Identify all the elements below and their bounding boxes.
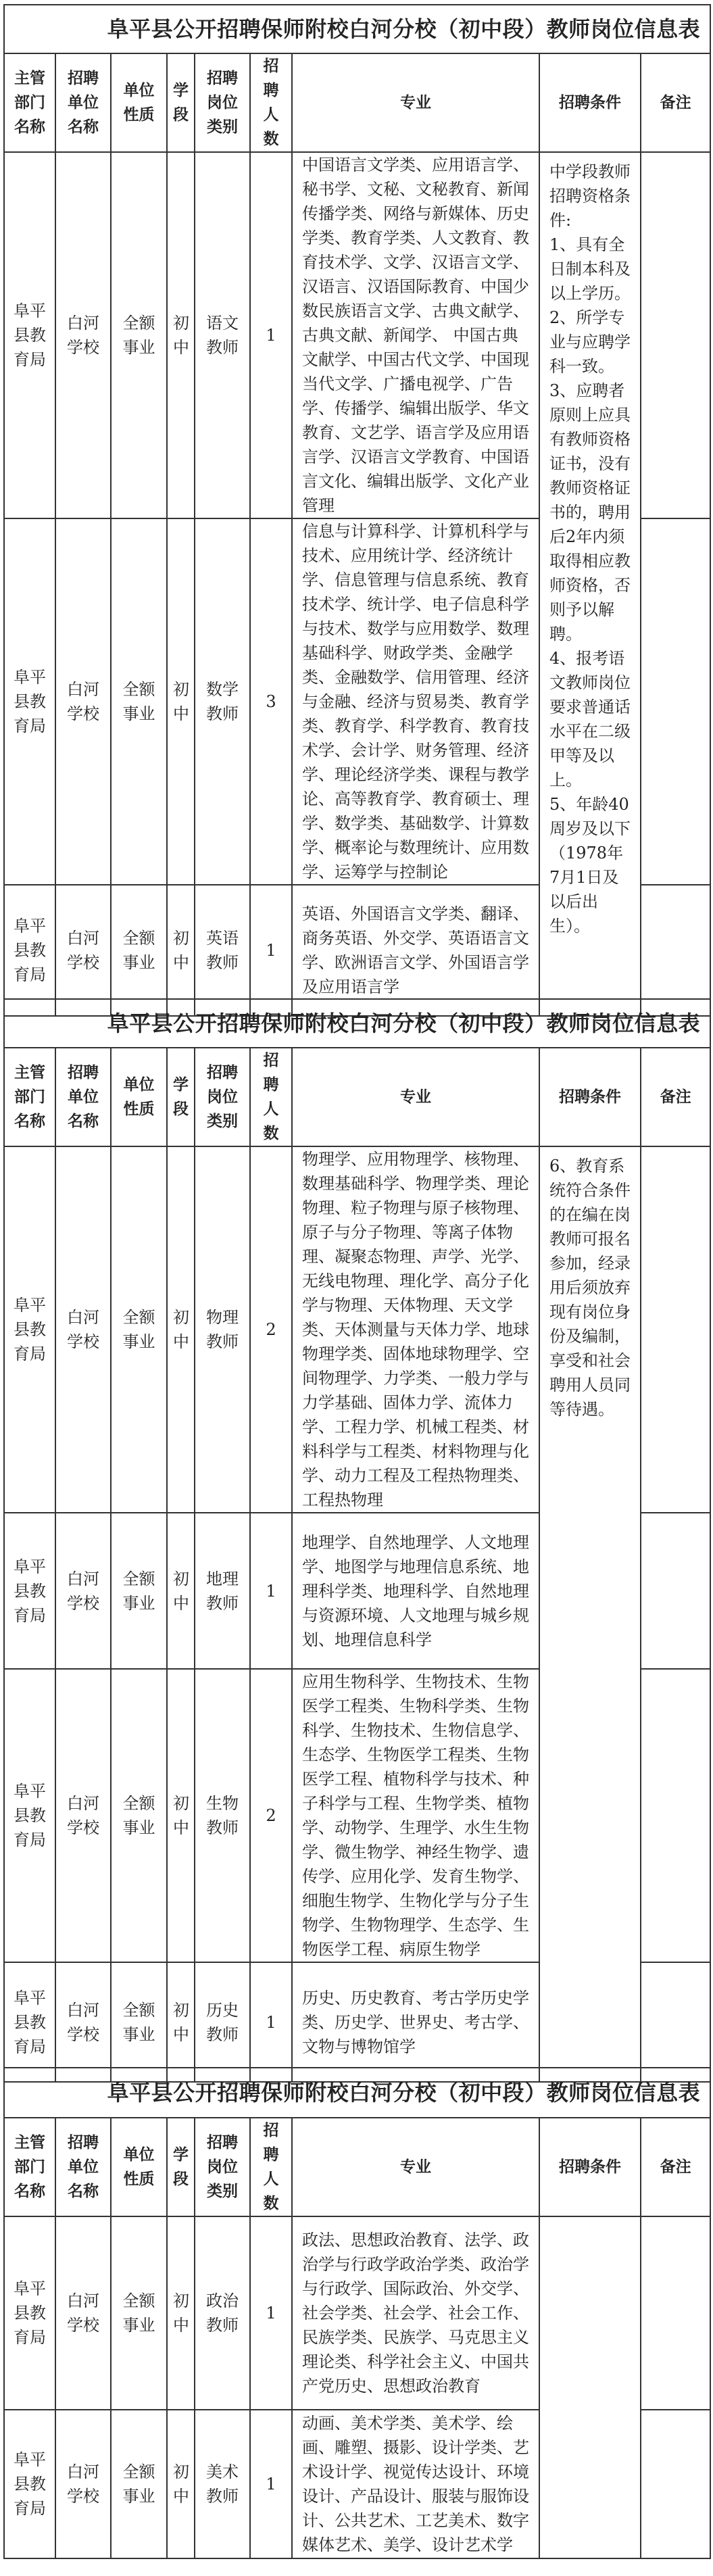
cell-dept: 阜平县教育局 bbox=[4, 1513, 55, 1669]
cell-conditions bbox=[539, 152, 641, 1016]
cell-post: 历史教师 bbox=[195, 1962, 250, 2082]
cell-unit: 白河学校 bbox=[55, 1962, 111, 2082]
cell-nature: 全额事业 bbox=[111, 518, 167, 885]
cell-stage: 初中 bbox=[167, 2216, 195, 2410]
cell-count: 2 bbox=[250, 1146, 292, 1513]
cell-major: 地理学、自然地理学、人文地理学、地图学与地理信息系统、地理科学类、地理科学、自然地理与资源环境、人文地理与城乡规划、地理信息科学 bbox=[292, 1513, 539, 1669]
cell-post: 数学教师 bbox=[195, 518, 250, 885]
header-row bbox=[4, 1048, 710, 1146]
cell-post: 生物教师 bbox=[195, 1669, 250, 1962]
cell-unit: 白河学校 bbox=[55, 1513, 111, 1669]
column-header: 招聘单位名称 bbox=[55, 53, 111, 152]
cell-conditions bbox=[539, 1146, 641, 2082]
column-header: 备注 bbox=[641, 1048, 710, 1146]
cell-stage: 初中 bbox=[167, 1513, 195, 1669]
cell-major: 物理学、应用物理学、核物理、数理基础科学、物理学类、理论物理、粒子物理与原子核物理、原子与分子物理、等离子体物理、凝聚态物理、声学、光学、无线电物理、理化学、高分子化学与物理、天体物理、天文学类、天体测量与天体力学、地球物理学类、固体地球物理学、空间物理学、力学类、一般力学与力学基础、固体力学、流体力学、工程力学、机械工程类、材料科学与工程类、材料物理与化学、动力工程及工程热物理类、工程热物理 bbox=[292, 1146, 539, 1513]
cell-stage: 初中 bbox=[167, 1962, 195, 2082]
column-header: 备注 bbox=[641, 53, 710, 152]
cell-nature: 全额事业 bbox=[111, 152, 167, 518]
table-title: 阜平县公开招聘保师附校白河分校（初中段）教师岗位信息表 bbox=[4, 999, 710, 1048]
cell-count: 1 bbox=[250, 1962, 292, 2082]
condition-item: 5、年龄40周岁及以下（1978年7月1日及以后出生）。 bbox=[549, 795, 631, 935]
cell-stage: 初中 bbox=[167, 1146, 195, 1513]
column-header: 招聘条件 bbox=[539, 53, 641, 152]
position-table bbox=[3, 998, 711, 2083]
cell-dept: 阜平县教育局 bbox=[4, 885, 55, 1016]
cell-count: 2 bbox=[250, 1669, 292, 1962]
position-table bbox=[3, 2067, 711, 2559]
cell-nature: 全额事业 bbox=[111, 2410, 167, 2558]
cell-major: 信息与计算科学、计算机科学与技术、应用统计学、经济统计学、信息管理与信息系统、教育技术学、统计学、电子信息科学与技术、数学与应用数学、数理基础科学、财政学类、金融学类、金融数学、信用管理、经济与金融、经济与贸易类、教育学类、教育学、科学教育、教育技术学、会计学、财务管理、经济学、理论经济学类、课程与教学论、高等教育学、教育硕士、理学、数学类、基础数学、计算数学、概率论与数理统计、应用数学、运筹学与控制论 bbox=[292, 518, 539, 885]
column-header: 招聘人数 bbox=[250, 1048, 292, 1146]
cell-stage: 初中 bbox=[167, 2410, 195, 2558]
cell-count: 3 bbox=[250, 518, 292, 885]
column-header: 学段 bbox=[167, 2118, 195, 2216]
column-header: 招聘岗位类别 bbox=[195, 1048, 250, 1146]
cell-count: 1 bbox=[250, 885, 292, 1016]
condition-item: 2、所学专业与应聘学科一致。 bbox=[549, 308, 631, 376]
cell-nature: 全额事业 bbox=[111, 885, 167, 1016]
cell-notes bbox=[641, 885, 710, 1016]
condition-item: 3、应聘者原则上应具有教师资格证书，没有教师资格证书的，聘用后2年内须取得相应教师资格，否则予以解聘。 bbox=[549, 381, 631, 643]
column-header: 学段 bbox=[167, 1048, 195, 1146]
column-header: 招聘人数 bbox=[250, 53, 292, 152]
column-header: 招聘条件 bbox=[539, 1048, 641, 1146]
column-header: 招聘岗位类别 bbox=[195, 2118, 250, 2216]
cell-count: 1 bbox=[250, 152, 292, 518]
cell-count: 1 bbox=[250, 2410, 292, 2558]
cell-unit: 白河学校 bbox=[55, 2410, 111, 2558]
cell-stage: 初中 bbox=[167, 1669, 195, 1962]
column-header: 单位性质 bbox=[111, 1048, 167, 1146]
cell-dept: 阜平县教育局 bbox=[4, 152, 55, 518]
table-title: 阜平县公开招聘保师附校白河分校（初中段）教师岗位信息表 bbox=[4, 2068, 710, 2118]
column-header: 招聘条件 bbox=[539, 2118, 641, 2216]
position-table bbox=[3, 4, 711, 1017]
cell-post: 政治教师 bbox=[195, 2216, 250, 2410]
cell-post: 英语教师 bbox=[195, 885, 250, 1016]
cell-dept: 阜平县教育局 bbox=[4, 1669, 55, 1962]
column-header: 单位性质 bbox=[111, 2118, 167, 2216]
cell-nature: 全额事业 bbox=[111, 1962, 167, 2082]
condition-item: 1、具有全日制本科及以上学历。 bbox=[549, 235, 631, 303]
table-row bbox=[4, 152, 710, 518]
cell-nature: 全额事业 bbox=[111, 1146, 167, 1513]
cell-major: 应用生物科学、生物技术、生物医学工程类、生物科学类、生物科学、生物技术、生物信息学、生态学、生物医学工程类、生物医学工程、植物科学与技术、种子科学与工程、生物学类、植物学、动物学、生理学、水生生物学、微生物学、神经生物学、遗传学、应用化学、发育生物学、细胞生物学、生物化学与分子生物学、生物物理学、生态学、生物医学工程、病原生物学 bbox=[292, 1669, 539, 1962]
cell-unit: 白河学校 bbox=[55, 1146, 111, 1513]
cell-post: 美术教师 bbox=[195, 2410, 250, 2558]
cell-stage: 初中 bbox=[167, 152, 195, 518]
table-title: 阜平县公开招聘保师附校白河分校（初中段）教师岗位信息表 bbox=[4, 5, 710, 53]
cell-notes bbox=[641, 518, 710, 885]
cell-dept: 阜平县教育局 bbox=[4, 2410, 55, 2558]
cell-major: 历史、历史教育、考古学历史学类、历史学、世界史、考古学、文物与博物馆学 bbox=[292, 1962, 539, 2082]
cell-dept: 阜平县教育局 bbox=[4, 2216, 55, 2410]
column-header: 专业 bbox=[292, 1048, 539, 1146]
column-header: 主管部门名称 bbox=[4, 53, 55, 152]
cell-unit: 白河学校 bbox=[55, 2216, 111, 2410]
column-header: 专业 bbox=[292, 2118, 539, 2216]
column-header: 主管部门名称 bbox=[4, 2118, 55, 2216]
cell-notes bbox=[641, 2410, 710, 2558]
column-header: 备注 bbox=[641, 2118, 710, 2216]
header-row bbox=[4, 2118, 710, 2216]
condition-item: 6、教育系统符合条件的在编在岗教师可报名参加，经录用后须放弃现有岗位身份及编制，享受和社会聘用人员同等待遇。 bbox=[549, 1157, 631, 1419]
header-row bbox=[4, 53, 710, 152]
cell-notes bbox=[641, 1669, 710, 1962]
cell-unit: 白河学校 bbox=[55, 518, 111, 885]
cell-major: 中国语言文学类、应用语言学、秘书学、文秘、文秘教育、新闻传播学类、网络与新媒体、历史学类、教育学类、人文教育、教育技术学、文学、汉语言文学、汉语言、汉语国际教育、中国少数民族语言文学、古典文献学、古典文献、新闻学、 中国古典文献学、中国古代文学、中国现当代文学、广播电视学、广告学、传播学、编辑出版学、华文教育、文艺学、语言学及应用语言学、汉语言文学教育、中国语言文化、编辑出版学、文化产业管理 bbox=[292, 152, 539, 518]
cell-count: 1 bbox=[250, 1513, 292, 1669]
cell-notes bbox=[641, 1962, 710, 2082]
condition-item: 中学段教师招聘资格条件: bbox=[549, 162, 631, 230]
condition-item: 4、报考语文教师岗位要求普通话水平在二级甲等及以上。 bbox=[549, 649, 631, 789]
cell-major: 英语、外国语言文学类、翻译、商务英语、外交学、英语语言文学、欧洲语言文学、外国语言学及应用语言学 bbox=[292, 885, 539, 1016]
cell-major: 动画、美术学类、美术学、绘画、雕塑、摄影、设计学类、艺术设计学、视觉传达设计、环境设计、产品设计、服装与服饰设计、公共艺术、工艺美术、数字媒体艺术、美学、设计艺术学 bbox=[292, 2410, 539, 2558]
column-header: 单位性质 bbox=[111, 53, 167, 152]
cell-stage: 初中 bbox=[167, 885, 195, 1016]
cell-post: 语文教师 bbox=[195, 152, 250, 518]
cell-dept: 阜平县教育局 bbox=[4, 1962, 55, 2082]
table-row bbox=[4, 1146, 710, 1513]
cell-unit: 白河学校 bbox=[55, 885, 111, 1016]
cell-dept: 阜平县教育局 bbox=[4, 1146, 55, 1513]
cell-unit: 白河学校 bbox=[55, 1669, 111, 1962]
cell-unit: 白河学校 bbox=[55, 152, 111, 518]
cell-stage: 初中 bbox=[167, 518, 195, 885]
column-header: 学段 bbox=[167, 53, 195, 152]
cell-post: 地理教师 bbox=[195, 1513, 250, 1669]
column-header: 招聘单位名称 bbox=[55, 1048, 111, 1146]
cell-notes bbox=[641, 2216, 710, 2410]
cell-notes bbox=[641, 152, 710, 518]
cell-major: 政法、思想政治教育、法学、政治学与行政学政治学类、政治学与行政学、国际政治、外交学、社会学类、社会学、社会工作、民族学类、民族学、马克思主义理论类、科学社会主义、中国共产党历史、思想政治教育 bbox=[292, 2216, 539, 2410]
cell-nature: 全额事业 bbox=[111, 1513, 167, 1669]
cell-dept: 阜平县教育局 bbox=[4, 518, 55, 885]
cell-post: 物理教师 bbox=[195, 1146, 250, 1513]
cell-notes bbox=[641, 1146, 710, 1513]
column-header: 招聘人数 bbox=[250, 2118, 292, 2216]
table-row bbox=[4, 2216, 710, 2410]
column-header: 专业 bbox=[292, 53, 539, 152]
cell-nature: 全额事业 bbox=[111, 2216, 167, 2410]
column-header: 主管部门名称 bbox=[4, 1048, 55, 1146]
cell-notes bbox=[641, 1513, 710, 1669]
cell-nature: 全额事业 bbox=[111, 1669, 167, 1962]
column-header: 招聘岗位类别 bbox=[195, 53, 250, 152]
cell-count: 1 bbox=[250, 2216, 292, 2410]
column-header: 招聘单位名称 bbox=[55, 2118, 111, 2216]
cell-conditions bbox=[539, 2216, 641, 2558]
